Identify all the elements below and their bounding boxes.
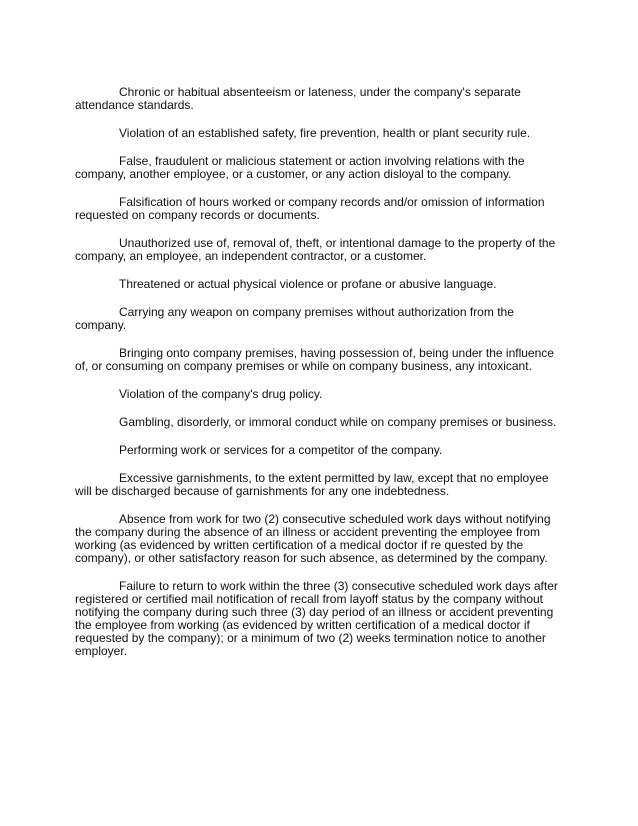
paragraph-safety-violation: Violation of an established safety, fire prevention, health or plant security rule. bbox=[119, 126, 531, 140]
paragraph-drug-policy: Violation of the company's drug policy. bbox=[119, 387, 323, 401]
document-body bbox=[75, 86, 565, 673]
paragraph-intoxicant: Bringing onto company premises, having possession of, being under the influence of, or consuming on company premises or while on company business, any intoxicant. bbox=[75, 346, 554, 373]
paragraph-garnishments: Excessive garnishments, to the extent permitted by law, except that no employee will be discharged because of garnishments for any one indebtedness. bbox=[75, 471, 549, 498]
paragraph-gambling: Gambling, disorderly, or immoral conduct while on company premises or business. bbox=[119, 415, 557, 429]
paragraph-falsification: Falsification of hours worked or company records and/or omission of information requested on company records or documents. bbox=[75, 195, 545, 222]
paragraph-false-statement: False, fraudulent or malicious statement or action involving relations with the company, another employee, or a customer, or any action disloyal to the company. bbox=[75, 154, 525, 181]
paragraph-weapon: Carrying any weapon on company premises without authorization from the company. bbox=[75, 305, 514, 332]
paragraph-failure-to-return: Failure to return to work within the three (3) consecutive scheduled work days after registered or certified mail notification of recall from layoff status by the company without notifying the company during such three (3) day period of an illness or accident preventing the employee from working (as evidenced by written certification of a medical doctor if requested by the company); or a minimum of two (2) weeks termination notice to another employer. bbox=[75, 579, 558, 658]
paragraph-competitor: Performing work or services for a competitor of the company. bbox=[119, 443, 443, 457]
paragraph-absenteeism: Chronic or habitual absenteeism or lateness, under the company's separate attendance standards. bbox=[75, 85, 521, 112]
paragraph-violence: Threatened or actual physical violence or profane or abusive language. bbox=[119, 277, 497, 291]
paragraph-absence: Absence from work for two (2) consecutive scheduled work days without notifying the company during the absence of an illness or accident preventing the employee from working (as evidenced by written certification of a medical doctor if re quested by the company), or other satisfactory reason for such absence, as determined by the company. bbox=[75, 512, 551, 565]
paragraph-unauthorized-use: Unauthorized use of, removal of, theft, or intentional damage to the property of the company, an employee, an independent contractor, or a customer. bbox=[75, 236, 556, 263]
